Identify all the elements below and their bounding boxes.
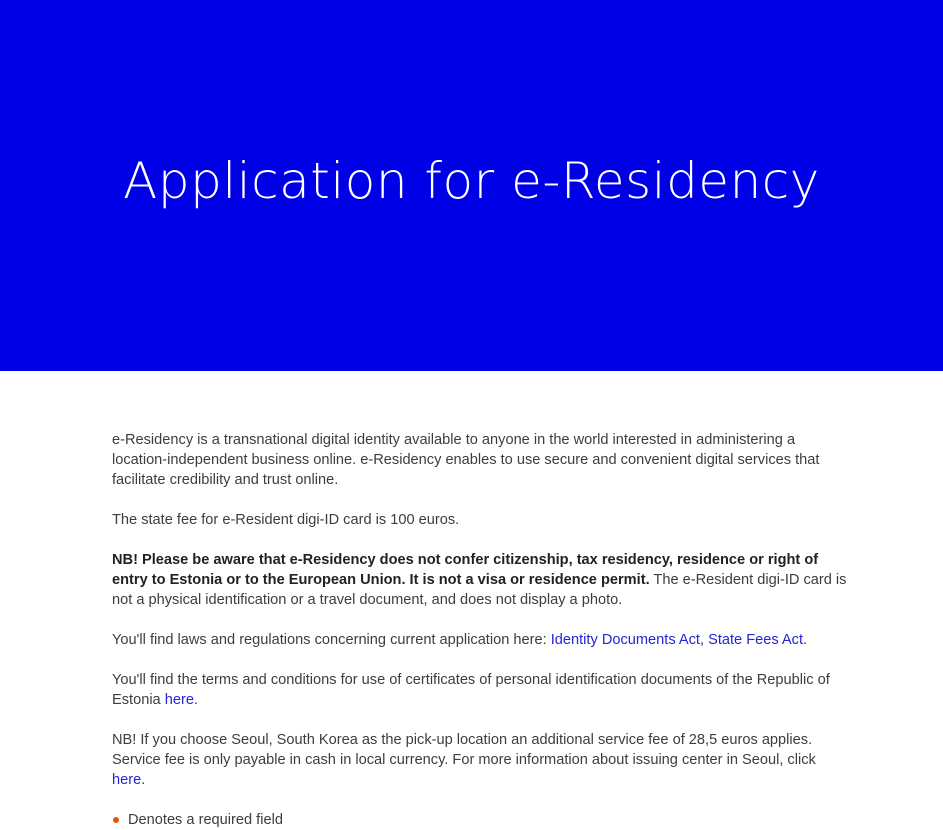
- terms-end: .: [193, 692, 199, 708]
- required-field-legend: [112, 810, 852, 830]
- nb-disclaimer-bold: NB! Please be aware that e-Residency does not confer citizenship, tax residency, residence or right of entry to Estonia or to the European Union. It is not a visa or residence permit.: [112, 552, 819, 588]
- nb-disclaimer-paragraph: [112, 550, 852, 610]
- seoul-here-link[interactable]: here: [112, 772, 142, 788]
- intro-paragraph: e-Residency is a transnational digital identity available to anyone in the world interested in administering a location-independent business online. e-Residency enables to use secure and convenient digital services that facilitate credibility and trust online.: [112, 432, 820, 488]
- seoul-text: NB! If you choose Seoul, South Korea as the pick-up location an additional service fee of 28,5 euros applies. Service fee is only payable in cash in local currency. For more information about issuing center in Seoul, click: [112, 732, 816, 768]
- laws-end: .: [803, 632, 808, 648]
- state-fee-paragraph: The state fee for e-Resident digi-ID card is 100 euros.: [112, 512, 460, 528]
- terms-here-link[interactable]: here: [164, 692, 194, 708]
- hero-banner: [0, 0, 943, 371]
- identity-documents-act-link[interactable]: Identity Documents Act: [550, 632, 700, 648]
- page-title: Application for e-Residency: [123, 152, 820, 210]
- intro-section: [112, 430, 852, 830]
- nb-disclaimer-rest: The e-Resident digi-ID card is not a physical identification or a travel document, and does not display a photo.: [112, 572, 847, 608]
- state-fees-act-link[interactable]: State Fees Act: [708, 632, 804, 648]
- laws-text: You'll find laws and regulations concerning current application here:: [112, 632, 551, 648]
- terms-paragraph: [112, 670, 852, 710]
- seoul-end: .: [141, 772, 146, 788]
- terms-text: You'll find the terms and conditions for use of certificates of personal identification documents of the Republic of Estonia: [112, 672, 830, 708]
- laws-paragraph: [112, 630, 852, 650]
- required-dot-icon: [113, 817, 119, 823]
- laws-separator: ,: [699, 632, 709, 648]
- seoul-paragraph: [112, 730, 852, 790]
- required-field-label: Denotes a required field: [128, 812, 283, 828]
